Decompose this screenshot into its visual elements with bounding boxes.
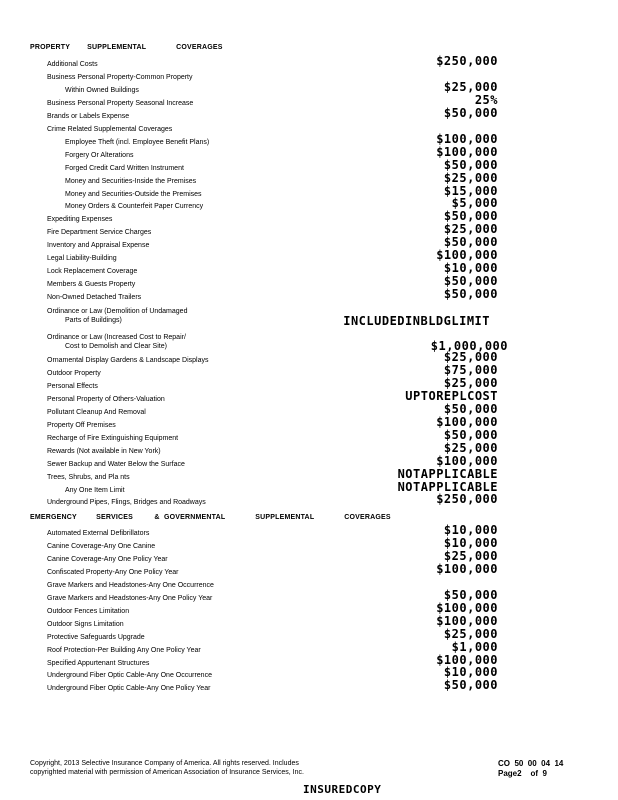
coverage-row: [0, 401, 618, 418]
coverage-limit: $50,000: [443, 105, 498, 120]
coverage-label: Rewards (Not available in New York): [47, 447, 161, 455]
coverage-row: [0, 70, 618, 83]
coverage-limit: $50,000: [443, 287, 498, 302]
coverage-label: Grave Markers and Headstones-Any One Policy Year: [47, 594, 213, 602]
coverage-row: [0, 183, 618, 200]
coverage-limit: $250,000: [436, 54, 498, 68]
coverage-row: [0, 626, 618, 643]
coverage-row: [0, 613, 618, 630]
coverage-label: Outdoor Property: [47, 369, 101, 377]
coverage-limit: $100,000: [436, 561, 498, 576]
coverage-limit: $50,000: [443, 401, 498, 416]
coverage-limit: $100,000: [436, 453, 498, 468]
coverage-label: Underground Fiber Optic Cable-Any One Occurrence: [47, 672, 212, 680]
coverage-limit: $10,000: [443, 665, 498, 680]
section-header-property-supplemental: PROPERTY SUPPLEMENTAL COVERAGES: [30, 44, 223, 51]
coverage-row: [0, 54, 618, 70]
coverage-limit: $100,000: [436, 414, 498, 429]
coverage-row: [0, 274, 618, 290]
coverage-label: Underground Pipes, Flings, Bridges and Roadways: [47, 499, 206, 507]
coverage-row: [0, 678, 618, 694]
coverage-label: Forged Credit Card Written Instrument: [65, 164, 184, 172]
coverage-limit: $50,000: [443, 678, 498, 693]
coverage-row: [0, 144, 618, 161]
coverage-label: Inventory and Appraisal Expense: [47, 242, 150, 250]
coverage-row: [0, 639, 618, 656]
coverage-limit: $25,000: [443, 548, 498, 563]
coverage-row: [0, 248, 618, 264]
coverage-limit: $25,000: [443, 350, 498, 364]
coverage-row: [0, 157, 618, 174]
coverage-limit: $100,000: [436, 248, 498, 263]
coverage-limit: $50,000: [443, 235, 498, 250]
coverage-label: Canine Coverage-Any One Canine: [47, 542, 156, 550]
coverage-row: [0, 548, 618, 565]
coverage-row: [0, 453, 618, 470]
coverage-row: [0, 79, 618, 96]
coverage-row: [0, 122, 618, 135]
coverage-limit: $100,000: [436, 144, 498, 159]
coverage-limit: NOTAPPLICABLE: [397, 479, 498, 494]
coverage-limit: $1,000,000: [430, 339, 508, 353]
coverage-label: Additional Costs: [47, 61, 98, 68]
page-number: Page2 of 9: [498, 769, 547, 778]
coverage-label: Business Personal Property-Common Property: [47, 73, 193, 81]
coverage-limit: $10,000: [443, 535, 498, 550]
form-number-block: [498, 759, 563, 779]
coverage-label: Money and Securities-Inside the Premises: [65, 177, 197, 185]
coverage-row: [0, 131, 618, 148]
coverage-row: [0, 105, 618, 122]
coverage-label: Lock Replacement Coverage: [47, 268, 138, 276]
coverage-label: Automated External Defibrillators: [47, 530, 150, 537]
coverage-limit: $50,000: [443, 209, 498, 224]
coverage-label: Recharge of Fire Extinguishing Equipment: [47, 434, 179, 442]
coverage-row: [0, 92, 618, 109]
coverage-row: [0, 350, 618, 366]
coverage-label: Personal Property of Others-Valuation: [47, 395, 165, 403]
coverage-label: Members & Guests Property: [47, 281, 136, 289]
coverage-row: [0, 652, 618, 669]
coverage-limit: 25%: [474, 92, 498, 107]
coverage-limit: $10,000: [443, 261, 498, 276]
coverage-label: Confiscated Property-Any One Policy Year: [47, 568, 179, 576]
coverage-limit: $50,000: [443, 587, 498, 602]
coverage-row: [0, 388, 618, 405]
coverage-limit: $50,000: [443, 274, 498, 289]
coverage-row: [0, 209, 618, 225]
coverage-label: Money and Securities-Outside the Premises: [65, 190, 202, 198]
coverage-row: [0, 535, 618, 552]
coverage-limit: INCLUDEDINBLDGLIMIT: [343, 314, 490, 328]
coverage-limit: $250,000: [436, 492, 498, 507]
coverage-row: [0, 222, 618, 238]
coverage-row: [0, 414, 618, 431]
coverage-label: Personal Effects: [47, 382, 98, 390]
coverage-limit: $100,000: [436, 600, 498, 615]
coverage-limit: $50,000: [443, 427, 498, 442]
coverage-label: Non-Owned Detached Trailers: [47, 294, 142, 302]
coverage-label: Within Owned Buildings: [65, 86, 139, 94]
insured-copy-label: INSUREDCOPY: [303, 783, 382, 796]
coverage-label: Property Off Premises: [47, 421, 116, 429]
coverage-label: Fire Department Service Charges: [47, 229, 152, 237]
coverage-label: Protective Safeguards Upgrade: [47, 633, 145, 641]
coverage-limit: $100,000: [436, 131, 498, 146]
coverage-limit: $100,000: [436, 613, 498, 628]
coverage-row: [0, 196, 618, 212]
form-number: CO 50 00 04 14: [498, 759, 564, 768]
coverage-limit: $10,000: [443, 523, 498, 537]
coverage-row: [0, 665, 618, 681]
coverage-limit: $25,000: [443, 440, 498, 455]
coverage-row: [0, 440, 618, 457]
coverage-limit: $25,000: [443, 222, 498, 237]
coverage-label: Roof Protection-Per Building Any One Policy Year: [47, 646, 201, 654]
coverage-limit: $25,000: [443, 626, 498, 641]
coverage-label: Crime Related Supplemental Coverages: [47, 125, 173, 133]
coverage-row: [0, 523, 618, 539]
coverage-limit: $75,000: [443, 362, 498, 377]
coverage-limit: $50,000: [443, 157, 498, 172]
coverage-label: Brands or Labels Expense: [47, 112, 130, 120]
coverage-limit: $25,000: [443, 375, 498, 390]
coverage-limit: NOTAPPLICABLE: [397, 466, 498, 481]
coverage-limit: $15,000: [443, 183, 498, 198]
coverage-row-ordinance-demolition: [0, 307, 618, 328]
coverage-limit: $25,000: [443, 170, 498, 185]
coverage-row: [0, 492, 618, 508]
coverage-label: Employee Theft (incl. Employee Benefit Plans): [65, 138, 210, 146]
coverage-label: Ordinance or Law (Increased Cost to Repair/: [47, 334, 186, 341]
coverage-limit: $100,000: [436, 652, 498, 667]
coverage-label: Legal Liability-Building: [47, 255, 117, 263]
coverage-label: Pollutant Cleanup And Removal: [47, 408, 146, 416]
coverage-row: [0, 170, 618, 187]
coverage-label: Outdoor Fences Limitation: [47, 607, 130, 615]
coverage-label: Money Orders & Counterfeit Paper Currency: [65, 203, 204, 211]
coverage-label: Expediting Expenses: [47, 216, 113, 224]
coverage-row: [0, 375, 618, 392]
coverage-label: Specified Appurtenant Structures: [47, 659, 150, 667]
coverage-row: [0, 578, 618, 591]
coverage-row: [0, 479, 618, 496]
coverage-label: Canine Coverage-Any One Policy Year: [47, 555, 168, 563]
coverage-limit: $5,000: [451, 196, 498, 211]
coverage-label: Grave Markers and Headstones-Any One Occurrence: [47, 581, 214, 589]
coverage-label: Ornamental Display Gardens & Landscape Displays: [47, 357, 209, 364]
coverage-row: [0, 427, 618, 444]
coverage-label-continued: Cost to Demolish and Clear Site): [65, 343, 167, 350]
coverage-label: Ordinance or Law (Demolition of Undamaged: [47, 308, 188, 315]
coverage-label-continued: Parts of Buildings): [65, 317, 122, 324]
section-header-emergency-services: EMERGENCY SERVICES & GOVERNMENTAL SUPPLEMENTAL COVERAGES: [30, 514, 391, 521]
coverage-row: [0, 561, 618, 578]
coverage-label: Outdoor Signs Limitation: [47, 620, 124, 628]
coverage-row-ordinance-increased-cost: [0, 333, 618, 353]
coverage-row: [0, 235, 618, 251]
coverage-limit: $25,000: [443, 79, 498, 94]
coverage-limit: $1,000: [451, 639, 498, 654]
coverage-row: [0, 287, 618, 303]
coverage-row: [0, 587, 618, 604]
coverage-limit: UPTOREPLCOST: [405, 388, 498, 403]
coverage-row: [0, 261, 618, 277]
coverage-row: [0, 466, 618, 483]
coverage-label: Forgery Or Alterations: [65, 151, 134, 159]
coverage-label: Any One Item Limit: [65, 486, 125, 494]
coverage-row: [0, 600, 618, 617]
copyright-notice: Copyright, 2013 Selective Insurance Company of America. All rights reserved. Includes copyrighted material with permission of American Association of Insurance Services, Inc.: [30, 760, 304, 776]
coverage-label: Sewer Backup and Water Below the Surface: [47, 460, 185, 468]
coverage-label: Trees, Shrubs, and Pla nts: [47, 473, 130, 481]
coverage-label: Underground Fiber Optic Cable-Any One Policy Year: [47, 685, 211, 693]
coverage-label: Business Personal Property Seasonal Increase: [47, 99, 194, 107]
coverage-row: [0, 362, 618, 379]
